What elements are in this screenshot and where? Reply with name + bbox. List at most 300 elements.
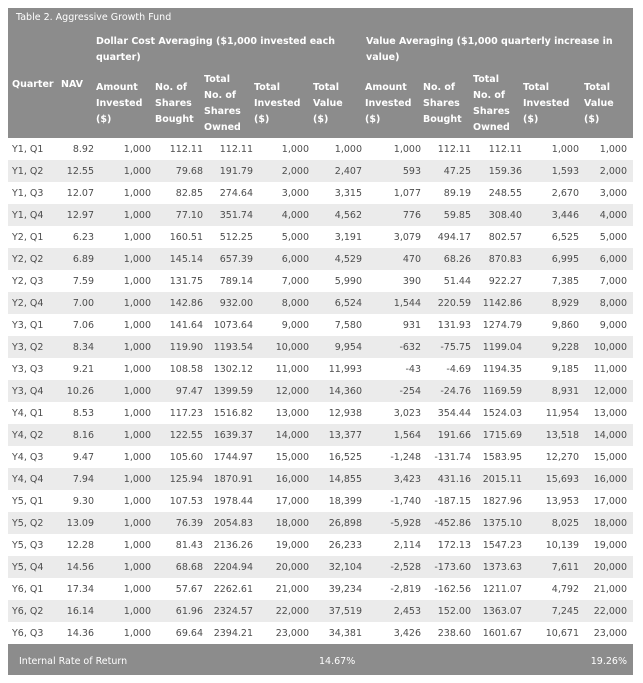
value-cell: 6,525 [528,226,586,248]
value-cell: 1,000 [98,358,158,380]
value-cell: 69.64 [158,622,209,644]
value-cell: 22,000 [259,600,317,622]
value-cell: 1516.82 [209,402,259,424]
table-row [8,534,633,556]
value-cell: 922.27 [476,270,528,292]
value-cell: 160.51 [158,226,209,248]
table-row [8,380,633,402]
quarter-cell: Y6, Q3 [8,622,52,644]
quarter-cell: Y2, Q3 [8,270,52,292]
value-cell: 1,000 [98,622,158,644]
dca-owned-header [204,72,244,136]
value-cell: 1193.54 [209,336,259,358]
value-cell: 23,000 [586,622,633,644]
value-cell: 14,855 [317,468,368,490]
value-cell: 3,426 [368,622,427,644]
quarter-cell: Y5, Q3 [8,534,52,556]
value-cell: 9,000 [586,314,633,336]
value-cell: 1,000 [98,512,158,534]
value-cell: 1,000 [98,490,158,512]
value-cell: 1399.59 [209,380,259,402]
value-cell: 1,077 [368,182,427,204]
value-cell: 1199.04 [476,336,528,358]
value-cell: 68.26 [427,248,476,270]
header-line: No. of [423,82,456,93]
value-cell: 21,000 [259,578,317,600]
value-cell: 9,000 [259,314,317,336]
header-line: Amount [96,82,138,93]
value-cell: 26,233 [317,534,368,556]
value-cell: 1744.97 [209,446,259,468]
value-cell: 2,000 [586,160,633,182]
value-cell: 15,693 [528,468,586,490]
quarter-cell: Y3, Q3 [8,358,52,380]
header-line: Amount [365,82,407,93]
value-cell: 119.90 [158,336,209,358]
value-cell: 108.58 [158,358,209,380]
value-cell: 8,025 [528,512,586,534]
value-cell: 12,270 [528,446,586,468]
value-cell: 4,529 [317,248,368,270]
value-cell: 1,000 [98,556,158,578]
value-cell: 142.86 [158,292,209,314]
table-row [8,248,633,270]
value-cell: 8,931 [528,380,586,402]
value-cell: 2324.57 [209,600,259,622]
value-cell: 6,000 [586,248,633,270]
header-line: Value [584,98,614,109]
value-cell: 8,000 [586,292,633,314]
value-cell: 7,245 [528,600,586,622]
header-line: ($) [313,114,329,125]
value-cell: -1,740 [368,490,427,512]
value-cell: 12.55 [52,160,98,182]
value-cell: 8.92 [52,138,98,160]
value-cell: 6,995 [528,248,586,270]
value-cell: 18,000 [259,512,317,534]
quarter-cell: Y4, Q4 [8,468,52,490]
value-cell: 26,898 [317,512,368,534]
value-cell: -187.15 [427,490,476,512]
value-cell: 141.64 [158,314,209,336]
value-cell: 5,990 [317,270,368,292]
quarter-cell: Y4, Q2 [8,424,52,446]
value-cell: 11,954 [528,402,586,424]
va-shares-header [423,80,465,128]
value-cell: 776 [368,204,427,226]
value-cell: 1194.35 [476,358,528,380]
value-cell: 159.36 [476,160,528,182]
value-cell: 7.59 [52,270,98,292]
value-cell: 431.16 [427,468,476,490]
dca-invested-header [254,80,304,128]
dca-irr-value: 14.67% [319,656,356,667]
value-cell: 789.14 [209,270,259,292]
value-cell: 16,000 [586,468,633,490]
header-line: No. of [473,90,506,101]
value-cell: 351.74 [209,204,259,226]
value-cell: 932.00 [209,292,259,314]
quarter-cell: Y6, Q1 [8,578,52,600]
value-cell: 9.47 [52,446,98,468]
value-cell: -75.75 [427,336,476,358]
table-row [8,182,633,204]
irr-footer [8,648,633,675]
value-cell: 39,234 [317,578,368,600]
value-cell: 2,000 [259,160,317,182]
value-cell: 6.23 [52,226,98,248]
value-cell: 1,000 [98,138,158,160]
quarter-cell: Y5, Q4 [8,556,52,578]
value-cell: 1211.07 [476,578,528,600]
value-cell: 19,000 [586,534,633,556]
value-cell: 1,000 [98,402,158,424]
value-cell: -5,928 [368,512,427,534]
value-cell: 79.68 [158,160,209,182]
value-cell: 1,000 [98,600,158,622]
quarter-cell: Y4, Q3 [8,446,52,468]
value-cell: 20,000 [586,556,633,578]
value-cell: 1,000 [98,380,158,402]
value-cell: 1142.86 [476,292,528,314]
value-cell: 1073.64 [209,314,259,336]
value-cell: 18,000 [586,512,633,534]
value-cell: 1,000 [98,446,158,468]
value-cell: 14,000 [259,424,317,446]
value-cell: 1302.12 [209,358,259,380]
value-cell: 1827.96 [476,490,528,512]
value-cell: 2015.11 [476,468,528,490]
table-row [8,314,633,336]
va-irr-value: 19.26% [590,656,627,667]
value-cell: 14,000 [586,424,633,446]
value-cell: 354.44 [427,402,476,424]
quarter-cell: Y3, Q1 [8,314,52,336]
value-cell: 4,000 [586,204,633,226]
header-line: Invested [365,98,412,109]
value-cell: 1373.63 [476,556,528,578]
va-invested-header [523,80,573,128]
value-cell: 112.11 [158,138,209,160]
value-cell: -162.56 [427,578,476,600]
value-cell: 1601.67 [476,622,528,644]
dca-group-header: Dollar Cost Averaging ($1,000 invested each quarter) [96,36,335,63]
quarter-cell: Y5, Q1 [8,490,52,512]
value-cell: 13.09 [52,512,98,534]
table-row [8,468,633,490]
value-cell: 68.68 [158,556,209,578]
value-cell: 2,114 [368,534,427,556]
value-cell: 1,000 [259,138,317,160]
value-cell: 6.89 [52,248,98,270]
value-cell: 1363.07 [476,600,528,622]
value-cell: 1,000 [98,292,158,314]
value-cell: 1,000 [98,182,158,204]
value-cell: 657.39 [209,248,259,270]
value-cell: 57.67 [158,578,209,600]
value-cell: 12.28 [52,534,98,556]
quarter-cell: Y2, Q4 [8,292,52,314]
value-cell: 3,023 [368,402,427,424]
value-cell: 2054.83 [209,512,259,534]
value-cell: 131.93 [427,314,476,336]
value-cell: 8.53 [52,402,98,424]
value-cell: 2,407 [317,160,368,182]
header-line: ($) [365,114,381,125]
header-line: Bought [155,114,194,125]
value-cell: 1,564 [368,424,427,446]
value-cell: 1169.59 [476,380,528,402]
header-line: Total [254,82,280,93]
value-cell: 152.00 [427,600,476,622]
header-line: ($) [254,114,270,125]
dca-amount-header [96,80,146,128]
value-cell: 37,519 [317,600,368,622]
nav-header: NAV [61,79,84,90]
value-cell: 97.47 [158,380,209,402]
header-line: Shares [473,106,510,117]
value-cell: 931 [368,314,427,336]
value-cell: 32,104 [317,556,368,578]
value-cell: 89.19 [427,182,476,204]
value-cell: 802.57 [476,226,528,248]
value-cell: 8.16 [52,424,98,446]
value-cell: 1,000 [98,424,158,446]
value-cell: 470 [368,248,427,270]
value-cell: -632 [368,336,427,358]
value-cell: 9.30 [52,490,98,512]
table-row [8,160,633,182]
quarter-cell: Y3, Q2 [8,336,52,358]
value-cell: 1,000 [98,336,158,358]
value-cell: 494.17 [427,226,476,248]
value-cell: 1,000 [317,138,368,160]
table-row [8,446,633,468]
value-cell: 12.07 [52,182,98,204]
quarter-cell: Y6, Q2 [8,600,52,622]
table-row [8,490,633,512]
value-cell: 1,000 [528,138,586,160]
value-cell: 17,000 [259,490,317,512]
table-row [8,270,633,292]
value-cell: 248.55 [476,182,528,204]
value-cell: -1,248 [368,446,427,468]
value-cell: 1,000 [98,270,158,292]
data-table [8,138,633,644]
value-cell: 107.53 [158,490,209,512]
value-cell: 112.11 [427,138,476,160]
value-cell: 1870.91 [209,468,259,490]
value-cell: 3,079 [368,226,427,248]
value-cell: 1524.03 [476,402,528,424]
value-cell: 61.96 [158,600,209,622]
value-cell: 3,000 [259,182,317,204]
value-cell: 12.97 [52,204,98,226]
value-cell: 14.36 [52,622,98,644]
value-cell: 17,000 [586,490,633,512]
va-group-header: Value Averaging ($1,000 quarterly increase in value) [366,36,613,63]
value-cell: 7,385 [528,270,586,292]
value-cell: 117.23 [158,402,209,424]
value-cell: 19,000 [259,534,317,556]
quarter-cell: Y1, Q4 [8,204,52,226]
value-cell: 51.44 [427,270,476,292]
value-cell: 2136.26 [209,534,259,556]
table-row [8,578,633,600]
value-cell: 12,938 [317,402,368,424]
value-cell: -24.76 [427,380,476,402]
value-cell: 112.11 [209,138,259,160]
value-cell: 7.94 [52,468,98,490]
table-row [8,402,633,424]
value-cell: 1,000 [98,578,158,600]
header-line: No. of [155,82,188,93]
value-cell: 1375.10 [476,512,528,534]
value-cell: 105.60 [158,446,209,468]
value-cell: 7,580 [317,314,368,336]
header-line: ($) [523,114,539,125]
value-cell: 1,000 [98,314,158,336]
dca-shares-header [155,80,197,128]
header-line: Shares [204,106,241,117]
value-cell: 274.64 [209,182,259,204]
value-cell: 1583.95 [476,446,528,468]
value-cell: 2262.61 [209,578,259,600]
table-row [8,204,633,226]
header-line: Invested [96,98,143,109]
value-cell: 7,611 [528,556,586,578]
value-cell: 125.94 [158,468,209,490]
quarter-cell: Y1, Q1 [8,138,52,160]
header-line: Total [313,82,339,93]
value-cell: 13,518 [528,424,586,446]
value-cell: 6,000 [259,248,317,270]
value-cell: 9,228 [528,336,586,358]
value-cell: 122.55 [158,424,209,446]
value-cell: 59.85 [427,204,476,226]
value-cell: 3,315 [317,182,368,204]
header-line: Invested [254,98,301,109]
value-cell: 47.25 [427,160,476,182]
quarter-cell: Y4, Q1 [8,402,52,424]
value-cell: -43 [368,358,427,380]
value-cell: 13,000 [259,402,317,424]
value-cell: 10,671 [528,622,586,644]
value-cell: 4,792 [528,578,586,600]
value-cell: 8.34 [52,336,98,358]
value-cell: 11,000 [259,358,317,380]
value-cell: 14,360 [317,380,368,402]
value-cell: 7.06 [52,314,98,336]
value-cell: 220.59 [427,292,476,314]
table-row [8,226,633,248]
quarter-cell: Y3, Q4 [8,380,52,402]
value-cell: 1,544 [368,292,427,314]
value-cell: -254 [368,380,427,402]
value-cell: 593 [368,160,427,182]
value-cell: 7,000 [259,270,317,292]
value-cell: 14.56 [52,556,98,578]
value-cell: 21,000 [586,578,633,600]
value-cell: 11,993 [317,358,368,380]
value-cell: 6,524 [317,292,368,314]
value-cell: 10.26 [52,380,98,402]
value-cell: 870.83 [476,248,528,270]
value-cell: -4.69 [427,358,476,380]
table-row [8,336,633,358]
value-cell: 1274.79 [476,314,528,336]
value-cell: 8,929 [528,292,586,314]
value-cell: 2204.94 [209,556,259,578]
value-cell: 4,562 [317,204,368,226]
value-cell: -452.86 [427,512,476,534]
quarter-cell: Y2, Q2 [8,248,52,270]
value-cell: 191.66 [427,424,476,446]
va-owned-header [473,72,513,136]
value-cell: 238.60 [427,622,476,644]
table-row [8,138,633,160]
value-cell: 390 [368,270,427,292]
quarter-cell: Y2, Q1 [8,226,52,248]
value-cell: 10,000 [586,336,633,358]
table-row [8,622,633,644]
header-line: Total [473,74,499,85]
value-cell: 1,000 [98,534,158,556]
value-cell: 1547.23 [476,534,528,556]
value-cell: 15,000 [586,446,633,468]
value-cell: -173.60 [427,556,476,578]
value-cell: 1,000 [98,248,158,270]
table-row [8,424,633,446]
value-cell: 4,000 [259,204,317,226]
header-line: Value [313,98,343,109]
value-cell: 15,000 [259,446,317,468]
quarter-cell: Y1, Q3 [8,182,52,204]
value-cell: 1,000 [98,204,158,226]
value-cell: 191.79 [209,160,259,182]
header-line: Total [204,74,230,85]
value-cell: 112.11 [476,138,528,160]
value-cell: 16.14 [52,600,98,622]
value-cell: 3,446 [528,204,586,226]
value-cell: 2,670 [528,182,586,204]
header-line: Owned [204,122,241,133]
header-line: Invested [523,98,570,109]
value-cell: 308.40 [476,204,528,226]
value-cell: 13,953 [528,490,586,512]
value-cell: 145.14 [158,248,209,270]
value-cell: 12,000 [259,380,317,402]
value-cell: 17.34 [52,578,98,600]
value-cell: 7.00 [52,292,98,314]
value-cell: 1639.37 [209,424,259,446]
header-line: Shares [155,98,192,109]
value-cell: 512.25 [209,226,259,248]
value-cell: 16,525 [317,446,368,468]
quarter-cell: Y1, Q2 [8,160,52,182]
value-cell: -2,819 [368,578,427,600]
value-cell: 23,000 [259,622,317,644]
value-cell: 76.39 [158,512,209,534]
value-cell: 10,139 [528,534,586,556]
table-row [8,512,633,534]
value-cell: 34,381 [317,622,368,644]
value-cell: 20,000 [259,556,317,578]
table-caption: Table 2. Aggressive Growth Fund [16,12,172,23]
value-cell: 10,000 [259,336,317,358]
dca-value-header [313,80,348,128]
value-cell: 1,000 [98,160,158,182]
